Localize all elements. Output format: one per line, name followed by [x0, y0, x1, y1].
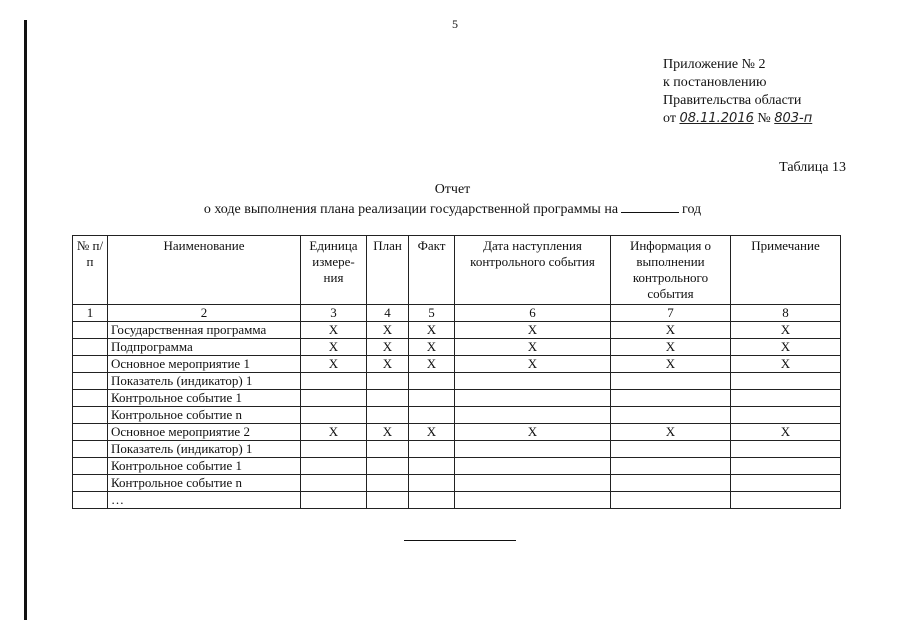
table-cell: [367, 373, 409, 390]
header-cell: Примечание: [731, 236, 841, 305]
table-cell: [455, 475, 611, 492]
table-cell: [301, 441, 367, 458]
column-number: 4: [367, 305, 409, 322]
table-row: [73, 441, 841, 458]
subtitle-year-word: год: [682, 202, 702, 217]
table-cell: Х: [455, 356, 611, 373]
header-cell: Наименование: [108, 236, 301, 305]
table-cell: [611, 407, 731, 424]
row-name-cell: …: [108, 492, 301, 509]
table-cell: Х: [611, 424, 731, 441]
bottom-divider: [404, 540, 516, 541]
table-cell: Х: [409, 339, 455, 356]
table-cell: [731, 475, 841, 492]
row-name-cell: Контрольное событие 1: [108, 390, 301, 407]
table-cell: [731, 373, 841, 390]
table-cell: Х: [731, 322, 841, 339]
table-cell: [73, 407, 108, 424]
table-label: Таблица 13: [779, 160, 846, 175]
appendix-date-line: [663, 110, 812, 128]
table-cell: [409, 492, 455, 509]
table-cell: [409, 390, 455, 407]
table-cell: Х: [367, 424, 409, 441]
column-number: 5: [409, 305, 455, 322]
column-number: 2: [108, 305, 301, 322]
table-cell: [455, 458, 611, 475]
table-row: [73, 424, 841, 441]
appendix-block: [663, 56, 812, 128]
table-cell: Х: [409, 424, 455, 441]
table-row: [73, 339, 841, 356]
row-name-cell: Контрольное событие n: [108, 407, 301, 424]
appendix-line-1: Приложение № 2: [663, 57, 766, 72]
table-cell: Х: [455, 424, 611, 441]
table-cell: [455, 441, 611, 458]
table-cell: [73, 441, 108, 458]
table-cell: Х: [611, 322, 731, 339]
table-cell: [367, 458, 409, 475]
report-title: Отчет: [434, 182, 471, 197]
header-cell: № п/п: [73, 236, 108, 305]
date-prefix: от: [663, 111, 676, 126]
appendix-line-2: к постановлению: [663, 75, 767, 90]
page-number: 5: [452, 17, 458, 31]
table-cell: Х: [301, 424, 367, 441]
column-number: 6: [455, 305, 611, 322]
table-cell: Х: [611, 356, 731, 373]
row-name-cell: Контрольное событие n: [108, 475, 301, 492]
table-cell: Х: [455, 322, 611, 339]
number-sign: №: [757, 111, 771, 126]
table-cell: Х: [455, 339, 611, 356]
row-name-cell: Подпрограмма: [108, 339, 301, 356]
handwritten-number: 803-п: [774, 111, 813, 126]
table-cell: [455, 373, 611, 390]
column-number: 1: [73, 305, 108, 322]
header-cell: Информация о выполнении контрольного события: [611, 236, 731, 305]
table-cell: Х: [731, 424, 841, 441]
table-cell: [73, 373, 108, 390]
column-number: 3: [301, 305, 367, 322]
table-cell: [73, 322, 108, 339]
table-cell: Х: [367, 322, 409, 339]
table-cell: [367, 390, 409, 407]
table-cell: [367, 407, 409, 424]
table-cell: [611, 475, 731, 492]
table-cell: [731, 390, 841, 407]
header-cell: Единица измере-ния: [301, 236, 367, 305]
table-cell: [409, 407, 455, 424]
table-cell: [409, 458, 455, 475]
table-cell: [73, 475, 108, 492]
table-row: [73, 373, 841, 390]
row-name-cell: Контрольное событие 1: [108, 458, 301, 475]
handwritten-date: 08.11.2016: [679, 111, 754, 126]
table-cell: [611, 458, 731, 475]
table-cell: [455, 390, 611, 407]
table-cell: [611, 373, 731, 390]
table-cell: [367, 475, 409, 492]
column-number: 8: [731, 305, 841, 322]
table-cell: [367, 492, 409, 509]
table-cell: [731, 458, 841, 475]
table-row: [73, 356, 841, 373]
table-cell: [455, 492, 611, 509]
table-cell: [301, 475, 367, 492]
report-subtitle: [0, 200, 905, 218]
header-cell: Факт: [409, 236, 455, 305]
table-cell: [301, 373, 367, 390]
table-cell: Х: [301, 339, 367, 356]
table-cell: Х: [409, 322, 455, 339]
table-cell: [301, 407, 367, 424]
table-cell: Х: [301, 356, 367, 373]
subtitle-text: о ходе выполнения плана реализации государственной программы на: [203, 202, 619, 217]
table-cell: [731, 441, 841, 458]
table-cell: [73, 356, 108, 373]
table-cell: Х: [611, 339, 731, 356]
table-cell: Х: [731, 356, 841, 373]
table-row: [73, 492, 841, 509]
table-cell: [611, 390, 731, 407]
table-cell: [731, 407, 841, 424]
header-cell: Дата наступления контрольного события: [455, 236, 611, 305]
table-cell: [301, 458, 367, 475]
table-cell: [73, 458, 108, 475]
header-cell: План: [367, 236, 409, 305]
table-cell: [73, 492, 108, 509]
table-cell: [731, 492, 841, 509]
table-cell: Х: [301, 322, 367, 339]
table-cell: Х: [367, 339, 409, 356]
row-name-cell: Государственная программа: [108, 322, 301, 339]
table-row: [73, 390, 841, 407]
table-cell: [301, 492, 367, 509]
column-number: 7: [611, 305, 731, 322]
table-cell: Х: [731, 339, 841, 356]
table-cell: [409, 373, 455, 390]
table-cell: Х: [367, 356, 409, 373]
table-header-row: [73, 236, 841, 305]
table-cell: [611, 492, 731, 509]
year-blank-field: [621, 200, 679, 213]
table-cell: [301, 390, 367, 407]
row-name-cell: Основное мероприятие 1: [108, 356, 301, 373]
table-cell: [367, 441, 409, 458]
table-row: [73, 322, 841, 339]
table-row: [73, 407, 841, 424]
table-cell: [73, 390, 108, 407]
left-margin-bar: [24, 20, 27, 620]
row-name-cell: Основное мероприятие 2: [108, 424, 301, 441]
report-table: [72, 235, 841, 509]
table-row: [73, 458, 841, 475]
appendix-line-3: Правительства области: [663, 93, 802, 108]
row-name-cell: Показатель (индикатор) 1: [108, 441, 301, 458]
row-name-cell: Показатель (индикатор) 1: [108, 373, 301, 390]
column-number-row: [73, 305, 841, 322]
table-cell: [409, 475, 455, 492]
table-cell: [73, 339, 108, 356]
table-cell: Х: [409, 356, 455, 373]
table-cell: [409, 441, 455, 458]
table-row: [73, 475, 841, 492]
table-cell: [73, 424, 108, 441]
table-cell: [611, 441, 731, 458]
table-cell: [455, 407, 611, 424]
